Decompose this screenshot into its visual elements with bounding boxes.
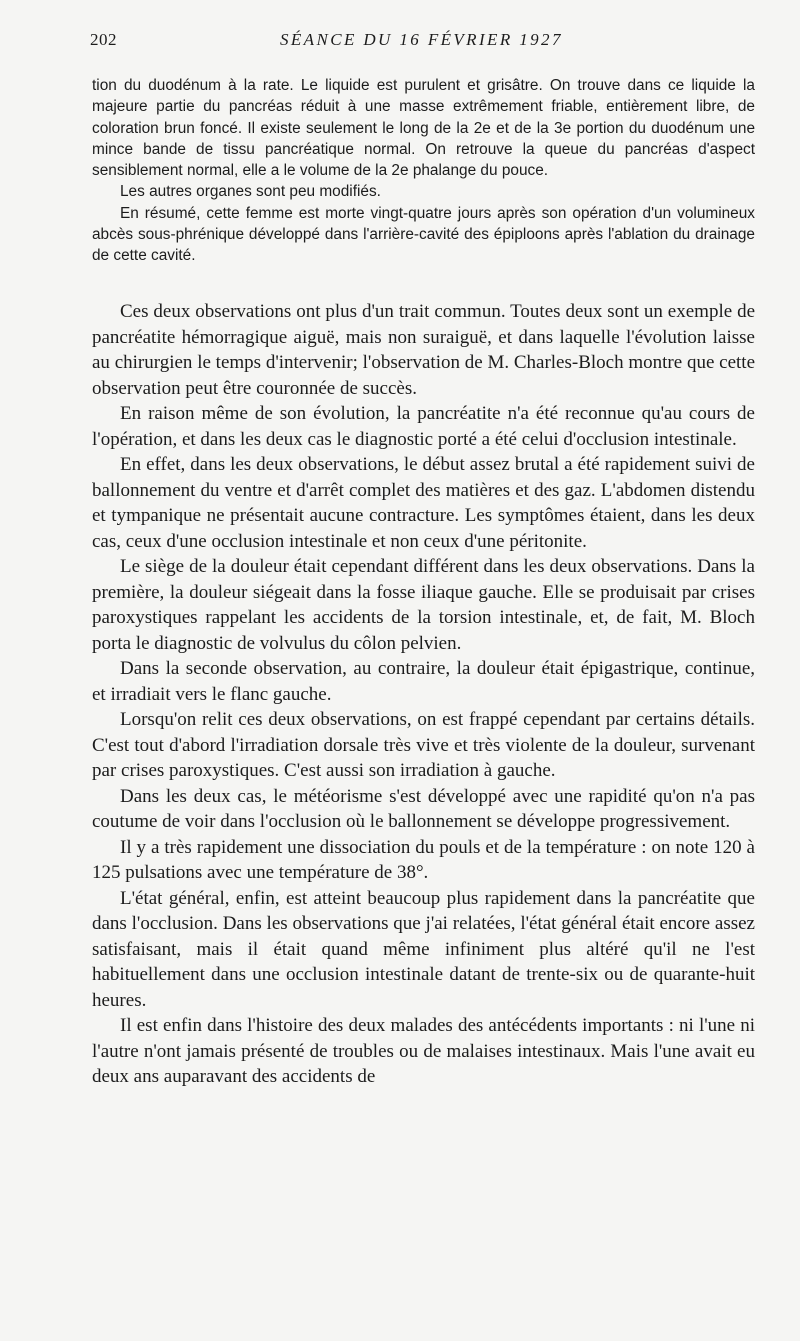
paragraph: Le siège de la douleur était cependant différent dans les deux observations. Dans la première, la douleur siégeait dans la fosse iliaque gauche. Elle se produisait par crises paroxystiques rappelant les accidents de la torsion intestinale, et, de fait, M. Bloch porta le diagnostic de volvulus du côlon pelvien. bbox=[92, 556, 755, 654]
paragraph: Il est enfin dans l'histoire des deux malades des antécédents importants : ni l'une ni l'autre n'ont jamais présenté de troubles ou de malaises intestinaux. Mais l'une avait eu deux ans auparavant des accidents de bbox=[92, 1015, 755, 1087]
paragraph: Les autres organes sont peu modifiés. bbox=[120, 183, 381, 201]
paragraph: Ces deux observations ont plus d'un trait commun. Toutes deux sont un exemple de pancréatite hémorragique aiguë, mais non suraiguë, et dans laquelle l'évolution laisse au chirurgien le temps d'intervenir; l'observation de M. Charles-Bloch montre que cette observation peut être couronnée de succès. bbox=[92, 301, 755, 399]
paragraph: Il y a très rapidement une dissociation du pouls et de la température : on note 120 à 125 pulsations avec une température de 38°. bbox=[92, 836, 755, 883]
discussion-section bbox=[92, 299, 755, 1090]
paragraph: L'état général, enfin, est atteint beaucoup plus rapidement dans la pancréatite que dans l'occlusion. Dans les observations que j'ai relatées, l'état général était encore assez satisfaisant, mais il était quand même infiniment plus altéré qu'il ne l'est habituellement dans une occlusion intestinale datant de trente-six ou de quarante-huit heures. bbox=[92, 887, 755, 1011]
page-number: 202 bbox=[90, 30, 117, 49]
paragraph: Dans la seconde observation, au contraire, la douleur était épigastrique, continue, et irradiait vers le flanc gauche. bbox=[92, 658, 755, 705]
paragraph: En résumé, cette femme est morte vingt-quatre jours après son opération d'un volumineux abcès sous-phrénique développé dans l'arrière-cavité des épiploons après l'ablation du drainage de cette cavité. bbox=[92, 204, 755, 265]
paragraph: tion du duodénum à la rate. Le liquide est purulent et grisâtre. On trouve dans ce liquide la majeure partie du pancréas réduit à une masse extrêmement friable, entièrement libre, de coloration brun foncé. Il existe seulement le long de la 2e et de la 3e portion du duodénum une mince bande de tissu pancréatique normal. On retrouve la queue du pancréas d'aspect sensiblement normal, elle a le volume de la 2e phalange du pouce. bbox=[92, 77, 755, 180]
paragraph: En raison même de son évolution, la pancréatite n'a été reconnue qu'au cours de l'opération, et dans les deux cas le diagnostic porté a été celui d'occlusion intestinale. bbox=[92, 403, 755, 450]
running-head bbox=[0, 30, 800, 54]
case-report-conclusion bbox=[92, 75, 755, 267]
running-title: SÉANCE DU 16 FÉVRIER 1927 bbox=[280, 30, 563, 49]
paragraph: Lorsqu'on relit ces deux observations, on est frappé cependant par certains détails. C'est tout d'abord l'irradiation dorsale très vive et très violente de la douleur, survenant par crises paroxystiques. C'est aussi son irradiation à gauche. bbox=[92, 709, 755, 781]
paragraph: En effet, dans les deux observations, le début assez brutal a été rapidement suivi de ballonnement du ventre et d'arrêt complet des matières et des gaz. L'abdomen distendu et tympanique ne présentait aucune contracture. Les symptômes étaient, dans les deux cas, ceux d'une occlusion intestinale et non ceux d'une péritonite. bbox=[92, 454, 755, 552]
paragraph: Dans les deux cas, le météorisme s'est développé avec une rapidité qu'on n'a pas coutume de voir dans l'occlusion où le ballonnement se développe progressivement. bbox=[92, 785, 755, 832]
